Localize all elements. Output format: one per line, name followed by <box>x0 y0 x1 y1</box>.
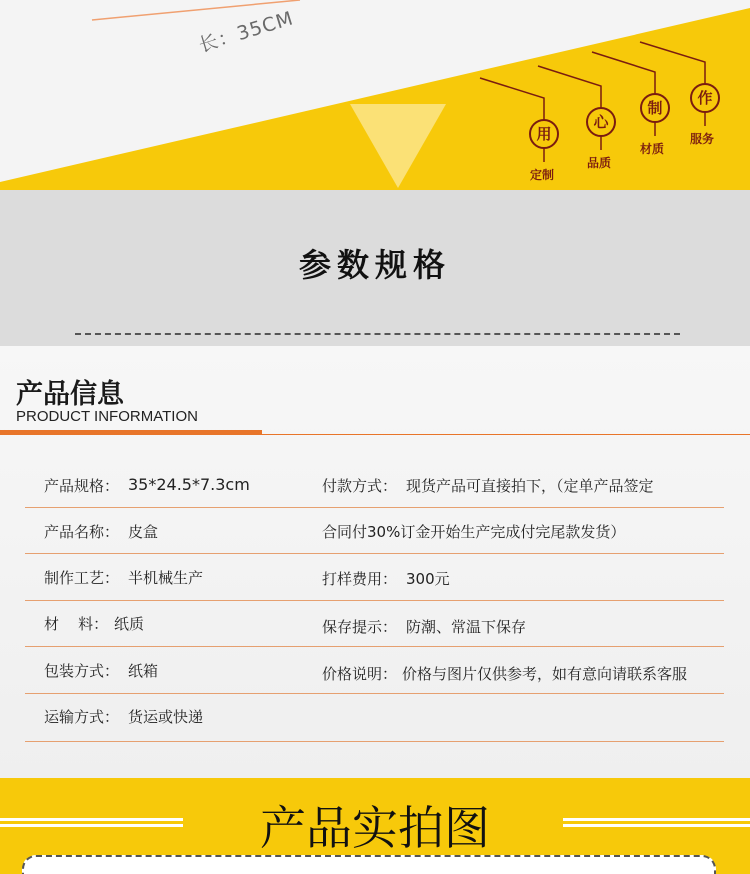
feature-circle-1: 用 <box>529 119 559 149</box>
photo-frame <box>22 855 716 874</box>
accent-bar <box>0 430 262 435</box>
spec-label: 制作工艺： <box>44 569 120 587</box>
feature-circle-2: 心 <box>586 107 616 137</box>
spec-value: 纸箱 <box>128 662 159 680</box>
row-divider <box>25 646 724 647</box>
dashed-divider <box>75 333 680 335</box>
spec-label: 价格说明： <box>322 665 398 683</box>
photo-heading: 产品实拍图 <box>260 801 490 855</box>
feature-circle-3: 制 <box>640 93 670 123</box>
specs-band <box>0 190 750 346</box>
feature-label-4: 服务 <box>690 132 715 146</box>
product-info-section <box>0 346 750 778</box>
spec-value: 防潮、常温下保存 <box>406 618 527 636</box>
spec-value: 纸质 <box>114 615 145 633</box>
spec-label: 打样费用： <box>322 570 398 588</box>
feature-label-3: 材质 <box>640 142 665 156</box>
row-divider <box>25 553 724 554</box>
top-banner <box>0 0 750 190</box>
feature-label-2: 品质 <box>587 156 612 170</box>
spec-value: 300元 <box>406 570 450 588</box>
spec-label: 付款方式： <box>322 477 398 495</box>
spec-value: 皮盒 <box>128 523 159 541</box>
spec-value: 价格与图片仅供参考，如有意向请联系客服 <box>402 665 688 683</box>
spec-label: 包装方式： <box>44 662 120 680</box>
accent-line <box>262 434 750 435</box>
feature-circle-4: 作 <box>690 83 720 113</box>
photo-section <box>0 778 750 874</box>
feature-label-1: 定制 <box>530 168 555 182</box>
banner-background <box>0 0 750 190</box>
product-info-subtitle: PRODUCT INFORMATION <box>16 408 198 425</box>
spec-label: 运输方式： <box>44 708 120 726</box>
spec-label: 材 料： <box>44 615 109 633</box>
spec-value: 合同付30%订金开始生产完成付完尾款发货） <box>322 523 626 541</box>
product-info-title: 产品信息 <box>16 379 124 410</box>
spec-label: 产品规格： <box>44 477 120 495</box>
spec-value: 货运或快递 <box>128 708 204 726</box>
dimension-label: 长：35CM <box>196 7 297 57</box>
row-divider <box>25 507 724 508</box>
row-divider <box>25 741 724 742</box>
spec-value: 35*24.5*7.3cm <box>128 475 250 494</box>
row-divider <box>25 693 724 694</box>
row-divider <box>25 600 724 601</box>
spec-label: 产品名称： <box>44 523 120 541</box>
specs-heading: 参数规格 <box>298 246 451 284</box>
spec-label: 保存提示： <box>322 618 398 636</box>
spec-value: 半机械生产 <box>128 569 204 587</box>
spec-value: 现货产品可直接拍下，（定单产品签定 <box>406 477 654 495</box>
